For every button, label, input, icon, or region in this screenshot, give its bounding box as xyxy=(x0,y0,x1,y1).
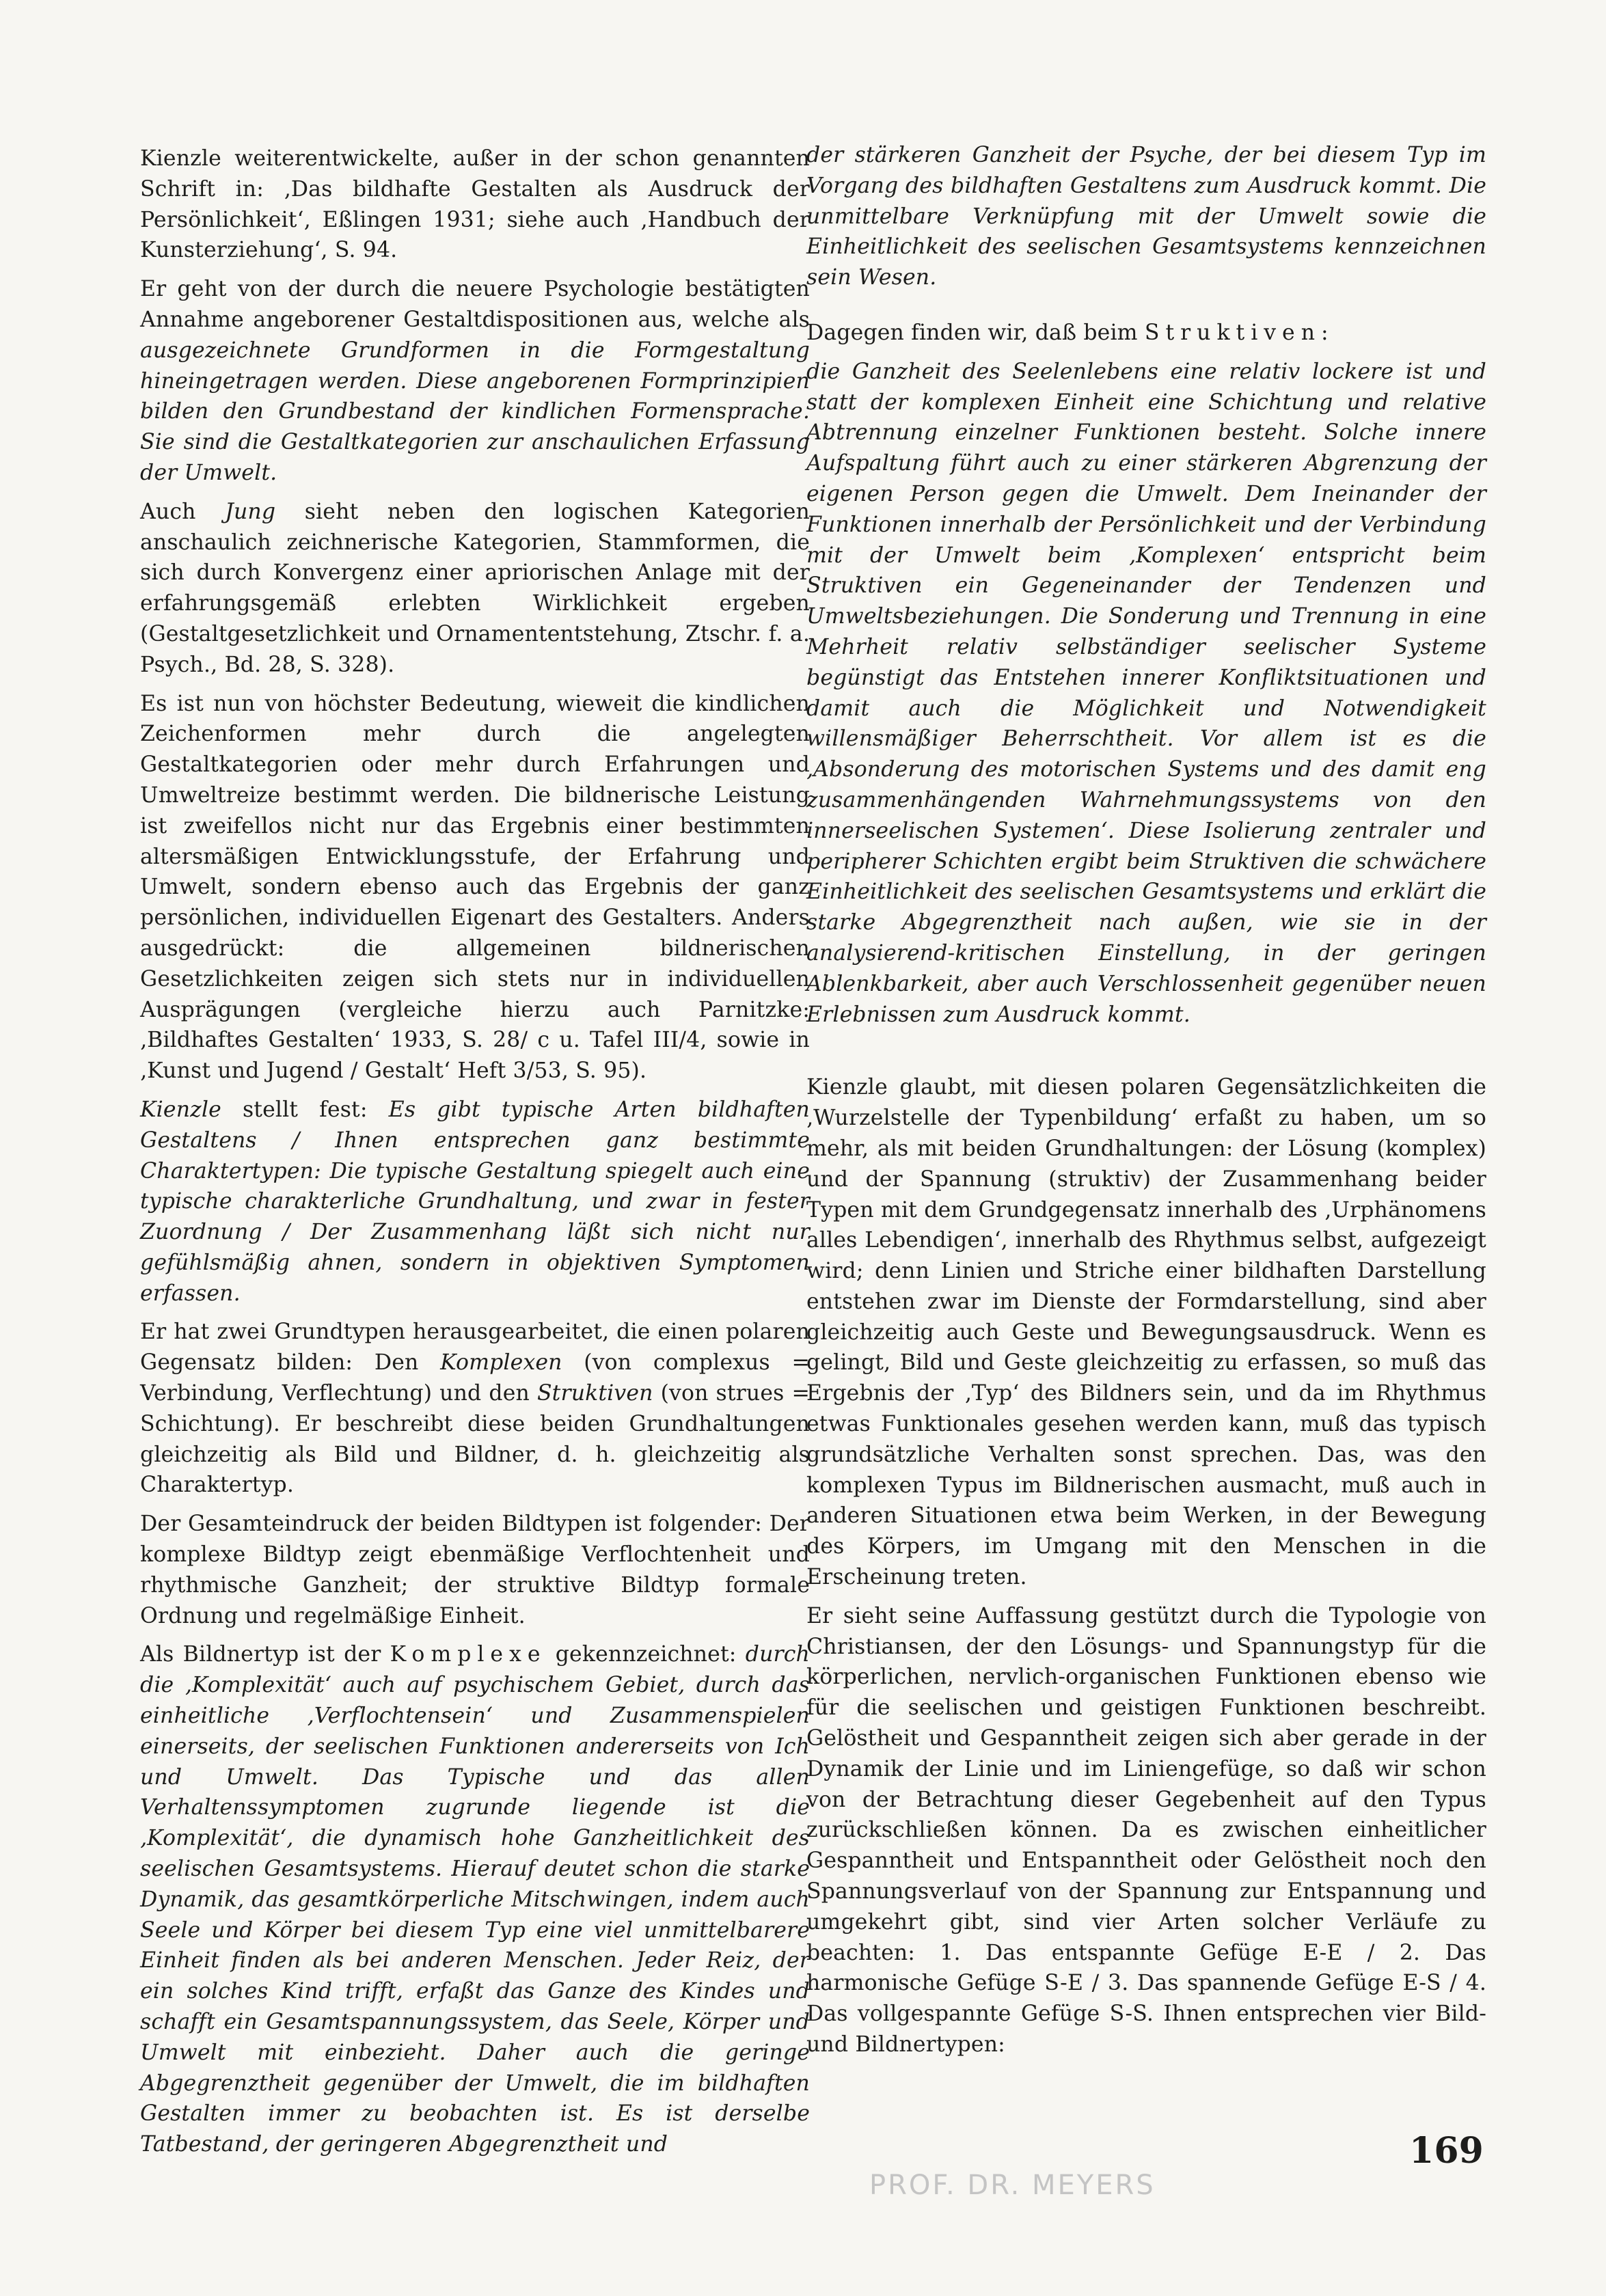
text-segment: Er sieht seine Auffassung gestützt durch die Typologie von Christiansen, der den Lösungs- und Spannungstyp für die körperlichen, nervlich-organischen Funktionen ebenso wie für die seelischen und geistigen Funktionen beschreibt. Gelöstheit und Gespanntheit zeigen sich aber gerade in der Dynamik der Linie und im Liniengefüge, so daß wir schon von der Betrachtung dieser Gegebenheit auf den Typus zurückschließen können. Da es zwischen einheitlicher Gespanntheit und Entspanntheit oder Gelöstheit noch den Spannungsverlauf von der Spannung zur Entspannung und umgekehrt gibt, sind vier Arten solcher Verläufe zu beachten: 1. Das entspannte Gefüge E-E / 2. Das harmonische Gefüge S-E / 3. Das spannende Gefüge E-S / 4. Das vollgespannte Gefüge S-S. Ihnen entsprechen vier Bild- und Bildnertypen: xyxy=(806,1603,1486,2058)
paragraph xyxy=(140,1509,810,1631)
text-segment: Der Gesamteindruck der beiden Bildtypen ist folgender: Der komplexe Bildtyp zeigt ebenmäßige Verflochtenheit und rhythmische Ganzheit; der struktive Bildtyp formale Ordnung und regelmäßige Einheit. xyxy=(140,1512,810,1628)
text-segment: Struktiven xyxy=(536,1381,653,1406)
text-segment: Er hat zwei Grundtypen herausgearbeitet, die einen polaren Gegensatz bilden: Den xyxy=(140,1320,810,1376)
paragraph xyxy=(806,357,1486,1030)
paragraph xyxy=(140,689,810,1086)
paragraph xyxy=(806,1072,1486,1593)
text-segment: Auch xyxy=(140,499,226,524)
paragraph xyxy=(140,1317,810,1501)
text-segment: der stärkeren Ganzheit der Psyche, der bei diesem Typ im Vorgang des bildhaften Gestaltens zum Ausdruck kommt. Die unmittelbare Verknüpfung mit der Umwelt sowie die Einheitlichkeit des seelischen Gesamtsystems kennzeichnen sein Wesen. xyxy=(806,143,1486,290)
text-segment: sieht neben den logischen Kategorien anschaulich zeichnerische Kategorien, Stammformen, die sich durch Konvergenz einer apriorischen Anlage mit der erfahrungsgemäß erlebten Wirklichkeit ergeben (Gestaltgesetzlichkeit und Ornamententstehung, Ztschr. f. a. Psych., Bd. 28, S. 328). xyxy=(140,499,810,677)
paragraph xyxy=(140,274,810,489)
text-segment: die Ganzheit des Seelenlebens eine relativ lockere ist und statt der komplexen Einheit eine Schichtung und relative Abtrennung einzelner Funktionen besteht. Solche innere Aufspaltung führt auch zu einer stärkeren Abgrenzung der eigenen Person gegen die Umwelt. Dem Ineinander der Funktionen innerhalb der Persönlichkeit und der Verbindung mit der Umwelt beim ‚Komplexen‘ entspricht beim Struktiven ein Gegeneinander der Tendenzen und Umweltsbeziehungen. Die Sonderung und Trennung in eine Mehrheit relativ selbständiger seelischer Systeme begünstigt das Entstehen innerer Konfliktsituationen und damit auch die Möglichkeit und Notwendigkeit willensmäßiger Beherrschtheit. Vor allem ist es die ‚Absonderung des motorischen Systems und des damit eng zusammenhängenden Wahrnehmungssystems von den innerseelischen Systemen‘. Diese Isolierung zentraler und peripherer Schichten ergibt beim Struktiven die schwächere Einheitlichkeit des seelischen Gesamtsystems und erklärt die starke Abgegrenztheit nach außen, wie sie in der analysierend-kritischen Einstellung, in der geringen Ablenkbarkeit, aber auch Verschlossenheit gegenüber neuen Erlebnissen zum Ausdruck kommt. xyxy=(806,359,1486,1027)
library-stamp: PROF. DR. MEYERS xyxy=(869,2170,1156,2201)
text-segment: durch die ‚Komplexität‘ auch auf psychischem Gebiet, durch das einheitliche ‚Verflochtensein‘ und Zusammenspielen einerseits, der seelischen Funktionen andererseits von Ich und Umwelt. Das Typische und das allen Verhaltenssymptomen zugrunde liegende ist die ‚Komplexität‘, die dynamisch hohe Ganzheitlichkeit des seelischen Gesamtsystems. Hierauf deutet schon die starke Dynamik, das gesamtkörperliche Mitschwingen, indem auch Seele und Körper bei diesem Typ eine viel unmittelbarere Einheit finden als bei anderen Menschen. Jeder Reiz, der ein solches Kind trifft, erfaßt das Ganze des Kindes und schafft ein Gesamtspannungssystem, das Seele, Körper und Umwelt mit einbezieht. Daher auch die geringe Abgegrenztheit gegenüber der Umwelt, die im bildhaften Gestalten immer zu beobachten ist. Es ist derselbe Tatbestand, der geringeren Abgegrenztheit und xyxy=(140,1642,810,2157)
left-column xyxy=(140,144,810,2168)
text-segment: Es gibt typische Arten bildhaften Gestaltens / Ihnen entsprechen ganz bestimmte Charaktertypen: Die typische Gestaltung spiegelt auch eine typische charakterliche Grundhaltung, und zwar in fester Zuordnung / Der Zusammenhang läßt sich nicht nur gefühlsmäßig ahnen, sondern in objektiven Symptomen erfassen. xyxy=(140,1097,810,1306)
text-segment: Er geht von der durch die neuere Psychologie bestätigten Annahme angeborener Gestaltdispositionen aus, welche als xyxy=(140,277,810,332)
text-segment: Kienzle weiterentwickelte, außer in der schon genannten Schrift in: ‚Das bildhafte Gestalten als Ausdruck der Persönlichkeit‘, Eßlingen 1931; siehe auch ‚Handbuch der Kunsterziehung‘, S. 94. xyxy=(140,146,810,263)
paragraph xyxy=(140,144,810,266)
text-segment: Jung xyxy=(225,499,276,524)
text-segment: Kienzle xyxy=(140,1097,221,1122)
text-segment: Als Bildnertyp ist der xyxy=(140,1642,390,1667)
paragraph xyxy=(140,1639,810,2160)
text-segment: Struktiven xyxy=(1144,320,1321,345)
text-segment: gekennzeichnet: xyxy=(546,1642,746,1667)
paragraph xyxy=(806,140,1486,293)
text-segment: (von complexus = Verbindung, Verflechtung) und den xyxy=(140,1350,810,1406)
text-segment: ausgezeichnete Grundformen in die Formgestaltung hineingetragen werden. Diese angeborenen Formprinzipien bilden den Grundbestand der kindlichen Formensprache. Sie sind die Gestaltkategorien zur anschaulichen Erfassung der Umwelt. xyxy=(140,338,810,485)
text-segment: Kienzle glaubt, mit diesen polaren Gegensätzlichkeiten die ‚Wurzelstelle der Typenbildung‘ erfaßt zu haben, um so mehr, als mit beiden Grundhaltungen: der Lösung (komplex) und der Spannung (struktiv) der Zusammenhang beider Typen mit dem Grundgegensatz innerhalb des ‚Urphänomens alles Lebendigen‘, innerhalb des Rhythmus selbst, aufgezeigt wird; denn Linien und Striche einer bildhaften Darstellung entstehen zwar im Dienste der Formdarstellung, sind aber gleichzeitig auch Geste und Bewegungsausdruck. Wenn es gelingt, Bild und Geste gleichzeitig zu erfassen, so muß das Ergebnis der ‚Typ‘ des Bildners sein, und da im Rhythmus etwas Funktionales gesehen werden kann, muß das typisch grundsätzliche Verhalten sonst sprechen. Das, was den komplexen Typus im Bildnerischen ausmacht, muß auch in anderen Situationen etwa beim Werken, in der Bewegung des Körpers, im Umgang mit den Menschen in die Erscheinung treten. xyxy=(806,1075,1486,1590)
text-segment: Komplexe xyxy=(390,1642,547,1667)
text-segment: Es ist nun von höchster Bedeutung, wieweit die kindlichen Zeichenformen mehr durch die angelegten Gestaltkategorien oder mehr durch Erfahrungen und Umweltreize bestimmt werden. Die bildnerische Leistung ist zweifellos nicht nur das Ergebnis einer bestimmten altersmäßigen Entwicklungsstufe, der Erfahrung und Umwelt, sondern ebenso auch das Ergebnis der ganz persönlichen, individuellen Eigenart des Gestalters. Anders ausgedrückt: die allgemeinen bildnerischen Gesetzlichkeiten zeigen sich stets nur in individuellen Ausprägungen (vergleiche hierzu auch Parnitzke: ‚Bildhaftes Gestalten‘ 1933, S. 28/ c u. Tafel III/4, sowie in ‚Kunst und Jugend / Gestalt‘ Heft 3/53, S. 95). xyxy=(140,691,810,1084)
paragraph xyxy=(806,318,1486,348)
paragraph xyxy=(140,1095,810,1309)
text-segment: Komplexen xyxy=(440,1350,562,1376)
text-segment: Dagegen finden wir, daß beim xyxy=(806,320,1145,345)
text-segment: : xyxy=(1321,320,1329,345)
text-segment: stellt fest: xyxy=(221,1097,389,1122)
right-column xyxy=(806,140,1486,2068)
paragraph xyxy=(806,1601,1486,2060)
paragraph xyxy=(140,497,810,681)
page-number: 169 xyxy=(1409,2130,1484,2172)
text-segment: (von strues = Schichtung). Er beschreibt diese beiden Grundhaltungen gleichzeitig als Bild und Bildner, d. h. gleichzeitig als Charaktertyp. xyxy=(140,1381,810,1498)
